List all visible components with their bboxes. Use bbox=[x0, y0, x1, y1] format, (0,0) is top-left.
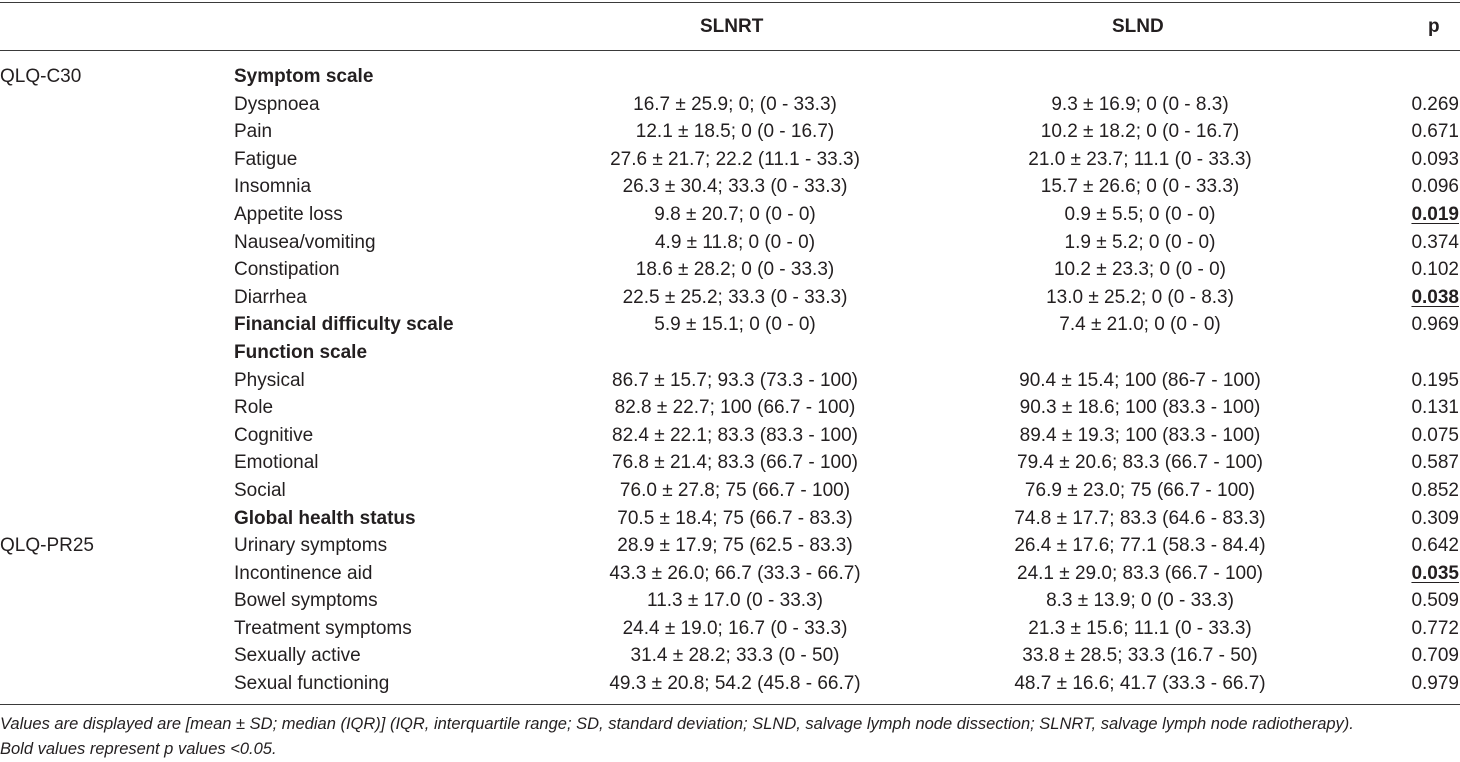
slnrt-value: 18.6 ± 28.2; 0 (0 - 33.3) bbox=[635, 259, 835, 281]
slnd-value: 21.3 ± 15.6; 11.1 (0 - 33.3) bbox=[1028, 617, 1252, 639]
p-value: 0.709 bbox=[1411, 645, 1459, 667]
p-value: 0.509 bbox=[1411, 590, 1459, 612]
row-label: Bowel symptoms bbox=[234, 590, 378, 612]
slnrt-value: 16.7 ± 25.9; 0; (0 - 33.3) bbox=[633, 93, 837, 115]
table-row bbox=[0, 642, 1460, 670]
slnd-value: 10.2 ± 23.3; 0 (0 - 0) bbox=[1053, 259, 1227, 281]
row-label: Appetite loss bbox=[234, 203, 343, 225]
slnd-value: 24.1 ± 29.0; 83.3 (66.7 - 100) bbox=[1017, 562, 1263, 584]
p-value: 0.772 bbox=[1411, 617, 1459, 639]
slnd-value: 74.8 ± 17.7; 83.3 (64.6 - 83.3) bbox=[1014, 507, 1266, 529]
table-header-rule bbox=[0, 50, 1460, 51]
slnd-value: 0.9 ± 5.5; 0 (0 - 0) bbox=[1064, 203, 1216, 225]
slnrt-value: 12.1 ± 18.5; 0 (0 - 16.7) bbox=[635, 121, 835, 143]
row-label: Sexual functioning bbox=[234, 673, 390, 695]
slnd-value: 10.2 ± 18.2; 0 (0 - 16.7) bbox=[1040, 121, 1240, 143]
slnd-value: 8.3 ± 13.9; 0 (0 - 33.3) bbox=[1046, 590, 1234, 612]
slnrt-value: 31.4 ± 28.2; 33.3 (0 - 50) bbox=[630, 645, 840, 667]
table-row bbox=[0, 505, 1460, 533]
row-label: Diarrhea bbox=[234, 286, 307, 308]
row-label: Constipation bbox=[234, 259, 340, 281]
table-row bbox=[0, 394, 1460, 422]
table-row bbox=[0, 63, 1460, 91]
table-row bbox=[0, 91, 1460, 119]
row-label: Insomnia bbox=[234, 176, 312, 198]
table-row bbox=[0, 367, 1460, 395]
row-label: Social bbox=[234, 479, 286, 501]
p-value: 0.035 bbox=[1411, 562, 1459, 584]
table-row bbox=[0, 670, 1460, 698]
slnrt-value: 76.8 ± 21.4; 83.3 (66.7 - 100) bbox=[612, 452, 858, 474]
table-row bbox=[0, 477, 1460, 505]
row-label: Emotional bbox=[234, 452, 319, 474]
slnrt-value: 24.4 ± 19.0; 16.7 (0 - 33.3) bbox=[622, 617, 848, 639]
row-label: Fatigue bbox=[234, 148, 298, 170]
column-header-p: p bbox=[1428, 16, 1440, 37]
table-row bbox=[0, 560, 1460, 588]
column-header-slnrt: SLNRT bbox=[700, 16, 764, 37]
row-label: Nausea/vomiting bbox=[234, 231, 376, 253]
table-bottom-rule bbox=[0, 704, 1460, 705]
slnd-value: 26.4 ± 17.6; 77.1 (58.3 - 84.4) bbox=[1014, 535, 1266, 557]
row-group-label: QLQ-C30 bbox=[0, 66, 82, 87]
row-label: Cognitive bbox=[234, 424, 314, 446]
table-body bbox=[0, 63, 1460, 698]
slnd-value: 33.8 ± 28.5; 33.3 (16.7 - 50) bbox=[1022, 645, 1258, 667]
p-value: 0.309 bbox=[1411, 507, 1459, 529]
slnd-value: 79.4 ± 20.6; 83.3 (66.7 - 100) bbox=[1017, 452, 1263, 474]
table-row bbox=[0, 449, 1460, 477]
slnd-value: 13.0 ± 25.2; 0 (0 - 8.3) bbox=[1046, 286, 1234, 308]
table-footnote bbox=[0, 712, 1456, 762]
column-header-slnd: SLND bbox=[1112, 16, 1164, 37]
p-value: 0.374 bbox=[1411, 231, 1459, 253]
slnd-value: 9.3 ± 16.9; 0 (0 - 8.3) bbox=[1051, 93, 1229, 115]
table-row bbox=[0, 339, 1460, 367]
slnrt-value: 28.9 ± 17.9; 75 (62.5 - 83.3) bbox=[617, 535, 853, 557]
slnd-value: 21.0 ± 23.7; 11.1 (0 - 33.3) bbox=[1028, 148, 1252, 170]
p-value: 0.969 bbox=[1411, 314, 1459, 336]
p-value: 0.075 bbox=[1411, 424, 1459, 446]
slnrt-value: 4.9 ± 11.8; 0 (0 - 0) bbox=[654, 231, 816, 253]
table-row bbox=[0, 311, 1460, 339]
slnd-value: 48.7 ± 16.6; 41.7 (33.3 - 66.7) bbox=[1014, 673, 1266, 695]
p-value: 0.852 bbox=[1411, 479, 1459, 501]
footnote-line-1: Values are displayed are [mean ± SD; median (IQR)] (IQR, interquartile range; SD, standard deviation; SLND, salvage lymph node dissection; SLNRT, salvage lymph node radiotherapy). bbox=[0, 715, 1354, 733]
row-label: Treatment symptoms bbox=[234, 617, 412, 639]
slnrt-value: 9.8 ± 20.7; 0 (0 - 0) bbox=[654, 203, 816, 225]
slnrt-value: 82.4 ± 22.1; 83.3 (83.3 - 100) bbox=[612, 424, 858, 446]
table-row bbox=[0, 118, 1460, 146]
slnd-value: 90.3 ± 18.6; 100 (83.3 - 100) bbox=[1019, 397, 1261, 419]
table-row bbox=[0, 615, 1460, 643]
footnote-line-2: Bold values represent p values <0.05. bbox=[0, 740, 277, 758]
table-top-rule bbox=[0, 2, 1460, 3]
p-value: 0.038 bbox=[1411, 286, 1459, 308]
p-value: 0.642 bbox=[1411, 535, 1459, 557]
slnd-value: 1.9 ± 5.2; 0 (0 - 0) bbox=[1064, 231, 1216, 253]
p-value: 0.093 bbox=[1411, 148, 1459, 170]
slnrt-value: 86.7 ± 15.7; 93.3 (73.3 - 100) bbox=[612, 369, 858, 391]
row-label: Financial difficulty scale bbox=[234, 314, 454, 336]
table-row bbox=[0, 422, 1460, 450]
table-row bbox=[0, 532, 1460, 560]
p-value: 0.671 bbox=[1411, 121, 1459, 143]
p-value: 0.587 bbox=[1411, 452, 1459, 474]
slnrt-value: 43.3 ± 26.0; 66.7 (33.3 - 66.7) bbox=[609, 562, 861, 584]
row-label: Sexually active bbox=[234, 645, 361, 667]
table-row bbox=[0, 201, 1460, 229]
slnrt-value: 70.5 ± 18.4; 75 (66.7 - 83.3) bbox=[617, 507, 853, 529]
row-label: Incontinence aid bbox=[234, 562, 373, 584]
p-value: 0.019 bbox=[1411, 203, 1459, 225]
slnd-value: 7.4 ± 21.0; 0 (0 - 0) bbox=[1059, 314, 1221, 336]
p-value: 0.102 bbox=[1411, 259, 1459, 281]
slnrt-value: 76.0 ± 27.8; 75 (66.7 - 100) bbox=[619, 479, 851, 501]
slnrt-value: 5.9 ± 15.1; 0 (0 - 0) bbox=[654, 314, 816, 336]
p-value: 0.131 bbox=[1411, 397, 1459, 419]
table-row bbox=[0, 229, 1460, 257]
table-row bbox=[0, 256, 1460, 284]
row-label: Dyspnoea bbox=[234, 93, 320, 115]
table-header bbox=[0, 16, 1460, 42]
row-label: Global health status bbox=[234, 507, 416, 529]
row-label: Role bbox=[234, 397, 274, 419]
table-row bbox=[0, 587, 1460, 615]
table-row bbox=[0, 284, 1460, 312]
slnd-value: 76.9 ± 23.0; 75 (66.7 - 100) bbox=[1024, 479, 1256, 501]
slnrt-value: 22.5 ± 25.2; 33.3 (0 - 33.3) bbox=[622, 286, 848, 308]
row-label: Symptom scale bbox=[234, 66, 374, 87]
row-group-label: QLQ-PR25 bbox=[0, 535, 94, 557]
p-value: 0.096 bbox=[1411, 176, 1459, 198]
slnrt-value: 27.6 ± 21.7; 22.2 (11.1 - 33.3) bbox=[610, 148, 860, 170]
slnrt-value: 49.3 ± 20.8; 54.2 (45.8 - 66.7) bbox=[609, 673, 861, 695]
slnrt-value: 82.8 ± 22.7; 100 (66.7 - 100) bbox=[614, 397, 856, 419]
slnrt-value: 26.3 ± 30.4; 33.3 (0 - 33.3) bbox=[622, 176, 848, 198]
p-value: 0.269 bbox=[1411, 93, 1459, 115]
row-label: Function scale bbox=[234, 341, 368, 363]
row-label: Physical bbox=[234, 369, 305, 391]
row-label: Pain bbox=[234, 121, 273, 143]
slnd-value: 90.4 ± 15.4; 100 (86-7 - 100) bbox=[1019, 369, 1261, 391]
table-row bbox=[0, 173, 1460, 201]
p-value: 0.979 bbox=[1411, 673, 1459, 695]
table-row bbox=[0, 146, 1460, 174]
slnd-value: 15.7 ± 26.6; 0 (0 - 33.3) bbox=[1040, 176, 1240, 198]
slnd-value: 89.4 ± 19.3; 100 (83.3 - 100) bbox=[1019, 424, 1261, 446]
slnrt-value: 11.3 ± 17.0 (0 - 33.3) bbox=[647, 590, 823, 612]
row-label: Urinary symptoms bbox=[234, 535, 388, 557]
p-value: 0.195 bbox=[1411, 369, 1459, 391]
